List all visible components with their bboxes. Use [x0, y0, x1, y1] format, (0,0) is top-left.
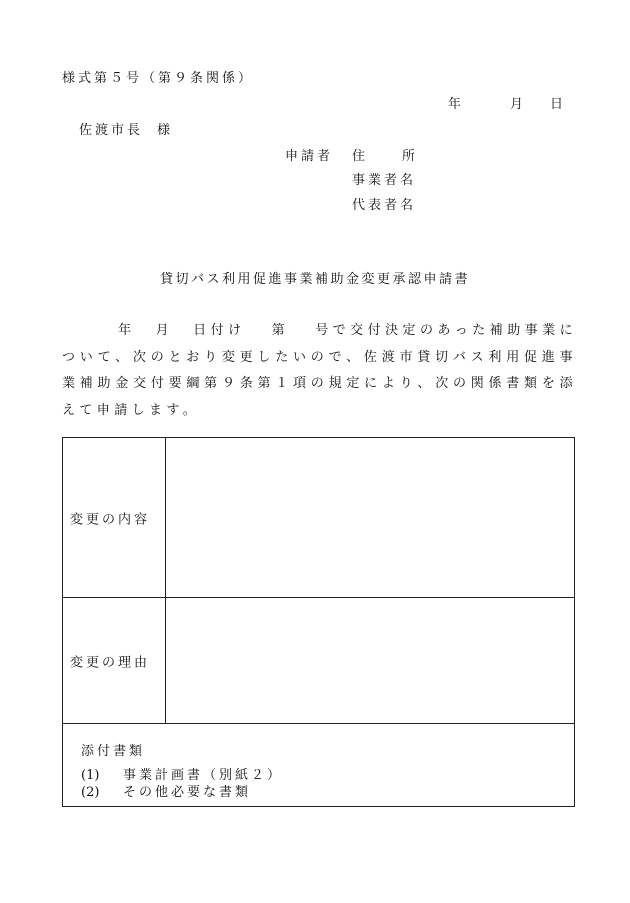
- change-reason-field[interactable]: [166, 598, 574, 723]
- label-cell: [63, 598, 166, 723]
- address-label-part-2: 所: [402, 149, 419, 164]
- attachment-item: [81, 781, 251, 800]
- body-month: 月: [155, 323, 174, 338]
- attachments-heading: 添付書類: [81, 744, 146, 759]
- attachment-text: 事業計画書（別紙２）: [123, 768, 284, 783]
- date-day-label: 日: [550, 97, 567, 112]
- representative-name-label: 代表者名: [352, 198, 417, 213]
- addressee-honorific: 様: [157, 123, 174, 138]
- change-content-field[interactable]: [166, 438, 574, 597]
- address-field-label: [352, 145, 418, 164]
- table-row: [63, 438, 574, 598]
- table-row: [63, 598, 574, 724]
- attachments-section: [63, 724, 574, 807]
- body-year: 年: [118, 323, 136, 338]
- address-label-part-1: 住: [352, 149, 369, 164]
- form-number: 様式第５号（第９条関係）: [62, 71, 255, 86]
- body-text-rest: 号で交付決定のあった補助事業について、次のとおり変更したいので、佐渡市貸切バス利用促進事業補助金交付要綱第９条第１項の規定により、次の関係書類を添えて申請します。: [62, 323, 578, 418]
- date-month-label: 月: [510, 97, 527, 112]
- applicant-label: 申請者: [285, 149, 334, 164]
- body-paragraph: [62, 318, 577, 424]
- date-year-label: 年: [448, 97, 465, 112]
- body-day-dated: 日付け: [193, 323, 246, 338]
- change-content-label: 変更の内容: [70, 512, 151, 527]
- business-name-label: 事業者名: [352, 173, 417, 188]
- addressee: [79, 119, 173, 138]
- label-cell: [63, 438, 166, 597]
- date-line: [440, 93, 565, 111]
- change-reason-label: 変更の理由: [70, 655, 151, 670]
- document-title: 貸切バス利用促進事業補助金変更承認申請書: [159, 272, 470, 287]
- attachment-number: (2): [81, 785, 100, 800]
- addressee-name: 佐渡市長: [79, 123, 144, 138]
- attachment-text: その他必要な書類: [123, 785, 252, 800]
- attachment-number: (1): [81, 768, 100, 783]
- change-details-table: [62, 437, 575, 807]
- body-number-prefix: 第: [271, 323, 290, 338]
